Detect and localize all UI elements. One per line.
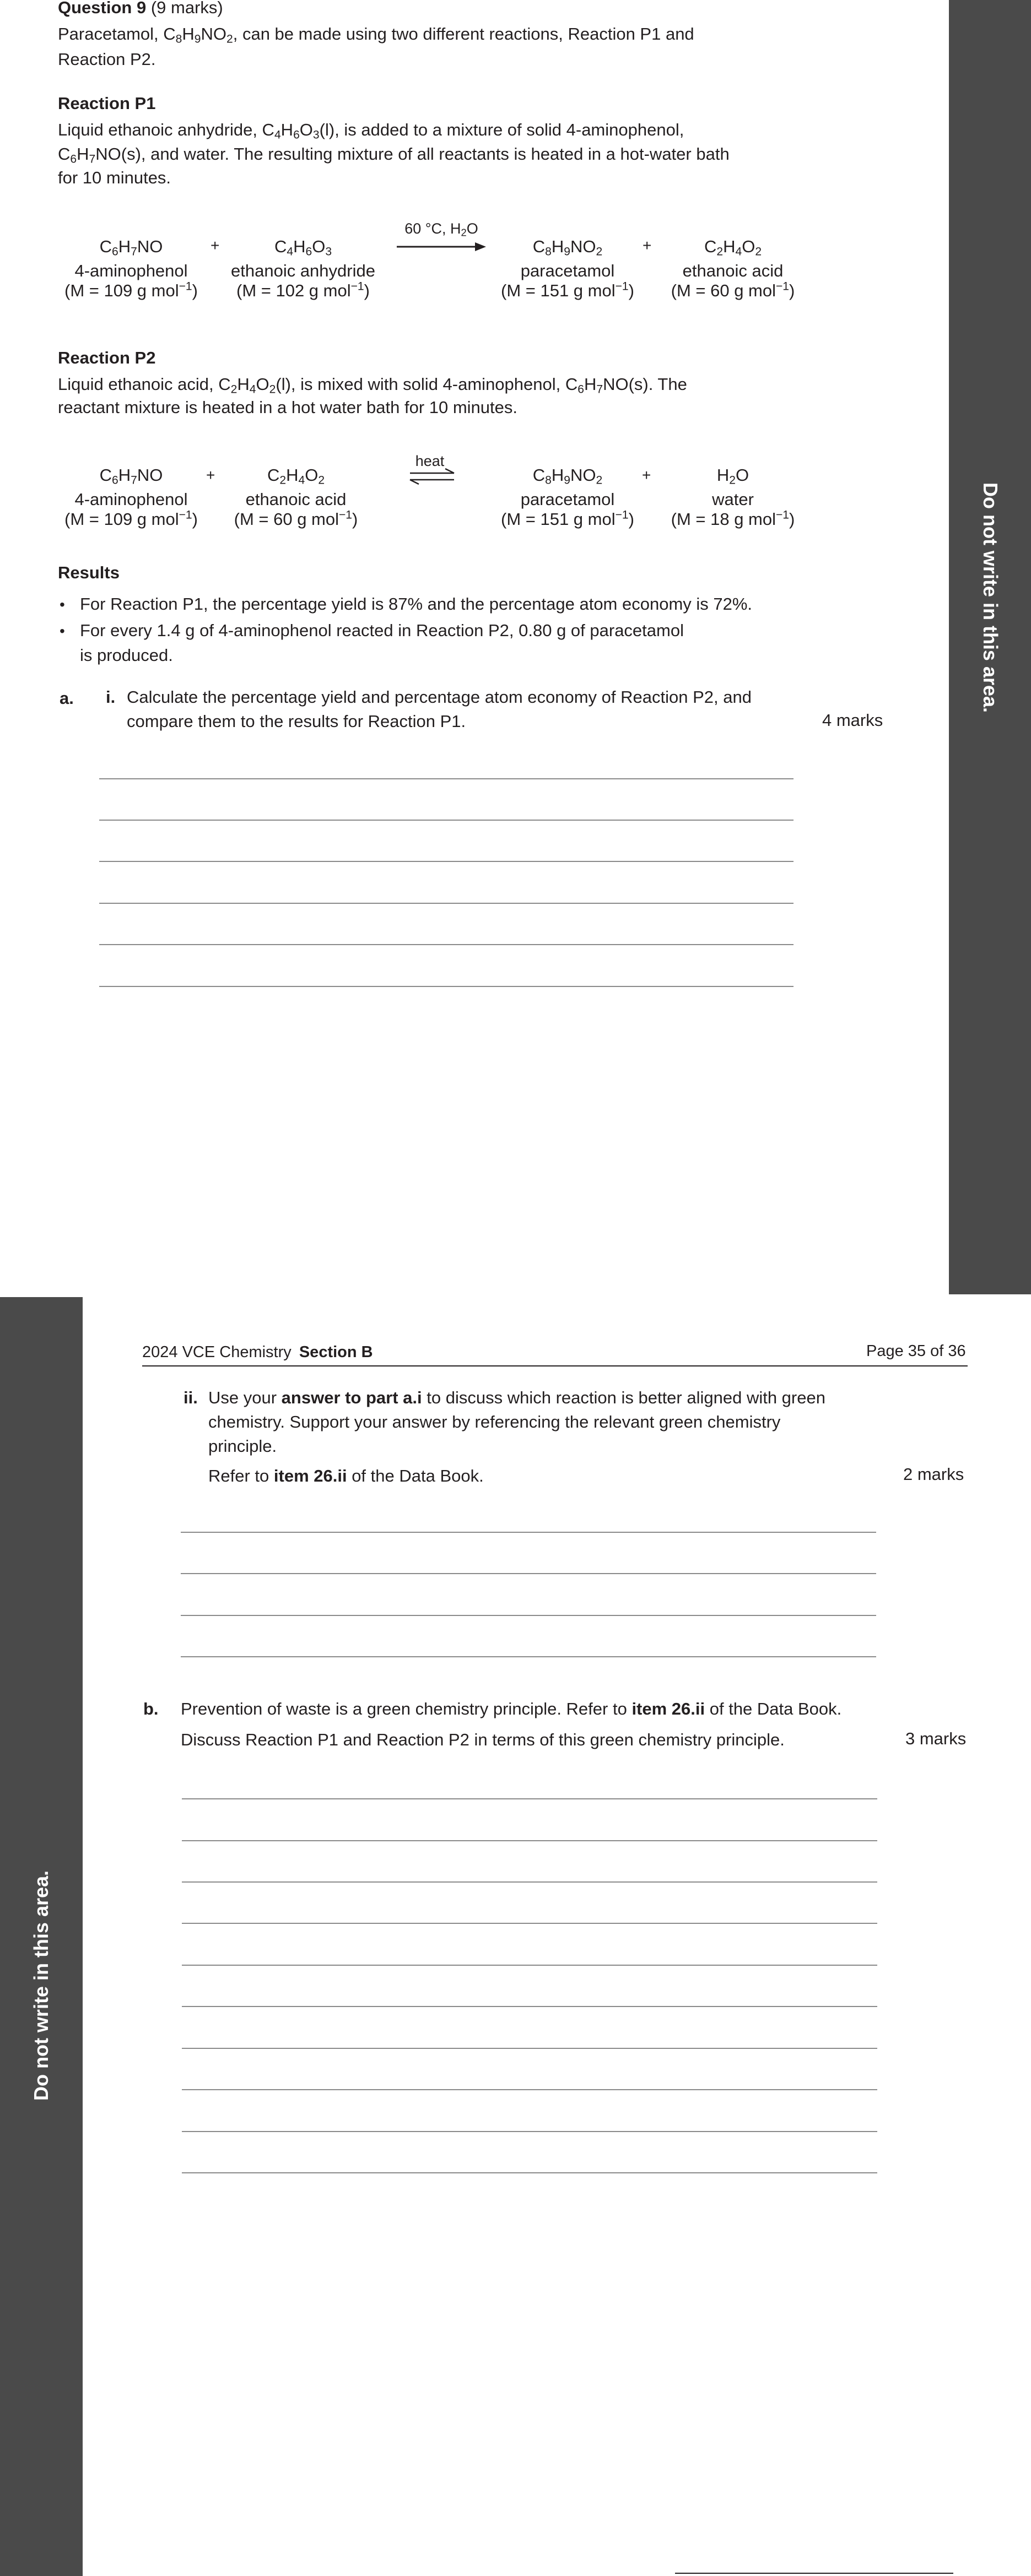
reaction-p1-line-2: $C_6H_7NO(s)$, and water. The resulting mixture of all reactants is heated in a hot-water bath <box>58 144 730 166</box>
part-a-i-marks: 4 marks <box>822 711 883 730</box>
part-a-ii-line-1-a: Use your <box>208 1388 282 1407</box>
p1-species-1 <box>60 237 203 301</box>
reaction-p1-line-1: Liquid ethanoic anhydride, $C_4H_6O_3(l)$, is added to a mixture of solid 4-aminophenol, <box>58 120 684 142</box>
answer-line[interactable] <box>181 1573 876 1574</box>
part-b-line-2: Discuss Reaction P1 and Reaction P2 in terms of this green chemistry principle. <box>181 1730 785 1749</box>
p1-molar-mass-3: (M = 151 g mol$^{-1}$) <box>501 280 634 300</box>
p2-species-1 <box>54 465 208 529</box>
p2-plus-2: + <box>642 467 651 484</box>
p1-plus-1: + <box>210 237 220 254</box>
question-heading: Question 9 <box>58 0 147 17</box>
p1-name-2: ethanoic anhydride <box>231 261 375 280</box>
p2-formula-1: $C_6H_7NO$ <box>99 465 163 487</box>
part-a-ii-ref-b: item 26.ii <box>273 1466 347 1485</box>
intro-line-2: Reaction P2. <box>58 50 156 69</box>
question-heading-line <box>58 0 223 19</box>
reaction-p2-heading: Reaction P2 <box>58 348 156 367</box>
part-a-i-label: i. <box>106 687 116 707</box>
p2-formula-4: $H_2O$ <box>716 465 749 487</box>
header-exam-title: 2024 VCE Chemistry <box>142 1343 292 1361</box>
results-bullet-2-line-2: is produced. <box>80 646 173 665</box>
reaction-p2-line-1: Liquid ethanoic acid, $C_2H_4O_2(l)$, is mixed with solid 4-aminophenol, $C_6H_7NO(s)$. The <box>58 375 687 396</box>
part-a-ii-ref-c: of the Data Book. <box>347 1466 484 1485</box>
p2-molar-mass-1: (M = 109 g mol$^{-1}$) <box>64 508 198 529</box>
p2-name-4: water <box>712 490 754 509</box>
p2-species-4 <box>661 465 805 529</box>
answer-line[interactable] <box>182 2006 877 2007</box>
part-b-marks: 3 marks <box>905 1729 967 1748</box>
part-a-i-line-1: Calculate the percentage yield and percentage atom economy of Reaction P2, and <box>127 687 752 707</box>
p1-species-2 <box>220 237 386 301</box>
no-write-sidebar-left <box>0 1297 83 2576</box>
answer-line[interactable] <box>182 2131 877 2132</box>
part-a-ii-line-3: principle. <box>208 1436 277 1456</box>
p1-name-1: 4-aminophenol <box>74 261 188 280</box>
p1-name-4: ethanoic acid <box>682 261 784 280</box>
no-write-label-left: Do not write in this area. <box>30 1870 52 2101</box>
page-number: Page 35 of 36 <box>866 1342 966 1360</box>
p2-name-1: 4-aminophenol <box>74 490 188 509</box>
p1-formula-2: $C_4H_6O_3$ <box>274 237 332 258</box>
answer-line[interactable] <box>99 903 794 904</box>
part-a-label: a. <box>60 688 74 708</box>
page-header-left <box>142 1342 373 1362</box>
reaction-p2-line-2: reactant mixture is heated in a hot water bath for 10 minutes. <box>58 398 518 417</box>
answer-line[interactable] <box>182 2048 877 2049</box>
answer-line[interactable] <box>181 1656 876 1657</box>
results-heading: Results <box>58 563 120 582</box>
p1-formula-1: $C_6H_7NO$ <box>99 237 163 258</box>
p1-plus-2: + <box>643 237 652 254</box>
part-a-ii-reference <box>208 1465 484 1487</box>
answer-line[interactable] <box>182 2089 877 2090</box>
part-b-line-1-b: item 26.ii <box>631 1699 705 1718</box>
part-a-ii-line-1 <box>208 1387 825 1409</box>
p2-plus-1: + <box>206 467 215 484</box>
p2-formula-3: $C_8H_9NO_2$ <box>532 465 603 487</box>
header-section: Section B <box>299 1343 373 1361</box>
p2-condition: heat <box>415 453 445 469</box>
header-rule <box>142 1365 968 1366</box>
p2-name-2: ethanoic acid <box>245 490 347 509</box>
part-b-line-1-c: of the Data Book. <box>705 1699 842 1718</box>
part-a-ii-line-2: chemistry. Support your answer by referencing the relevant green chemistry <box>208 1412 781 1431</box>
results-bullet-2-line-1: For every 1.4 g of 4-aminophenol reacted in Reaction P2, 0.80 g of paracetamol <box>80 621 684 640</box>
p1-molar-mass-1: (M = 109 g mol$^{-1}$) <box>64 280 198 300</box>
answer-line[interactable] <box>99 778 794 779</box>
reaction-p1-line-3: for 10 minutes. <box>58 168 171 187</box>
bullet-marker-2: • <box>60 622 65 639</box>
p1-formula-4: $C_2H_4O_2$ <box>704 237 762 258</box>
p1-formula-3: $C_8H_9NO_2$ <box>532 237 603 258</box>
part-b-line-1-a: Prevention of waste is a green chemistry principle. Refer to <box>181 1699 632 1718</box>
p2-formula-2: $C_2H_4O_2$ <box>267 465 325 487</box>
part-b-line-1 <box>181 1698 841 1720</box>
p1-condition: 60 °C, $H_2O$ <box>404 220 478 238</box>
part-b-label: b. <box>143 1699 159 1718</box>
p2-species-2 <box>227 465 365 529</box>
answer-line[interactable] <box>182 2172 877 2173</box>
p1-molar-mass-4: (M = 60 g mol$^{-1}$) <box>671 280 795 300</box>
part-a-i-line-2: compare them to the results for Reaction P1. <box>127 712 466 731</box>
p2-name-3: paracetamol <box>520 490 615 509</box>
results-bullet-1: For Reaction P1, the percentage yield is 87% and the percentage atom economy is 72%. <box>80 594 753 614</box>
answer-line[interactable] <box>99 861 794 862</box>
answer-line[interactable] <box>182 1840 877 1841</box>
question-marks: (9 marks) <box>150 0 223 17</box>
part-a-ii-label: ii. <box>183 1388 198 1407</box>
p2-equilibrium-arrow-icon <box>409 468 455 487</box>
answer-line[interactable] <box>99 986 794 987</box>
answer-line[interactable] <box>181 1532 876 1533</box>
no-write-sidebar-right <box>949 0 1031 1294</box>
no-write-label-right: Do not write in this area. <box>979 482 1002 713</box>
answer-line[interactable] <box>182 1923 877 1924</box>
answer-line[interactable] <box>182 1965 877 1966</box>
p1-species-4 <box>661 237 805 301</box>
p1-species-3 <box>490 237 645 301</box>
intro-line-1: Paracetamol, $C_8H_9NO_2$, can be made using two different reactions, Reaction P1 and <box>58 24 694 46</box>
p2-molar-mass-4: (M = 18 g mol$^{-1}$) <box>671 508 795 529</box>
p1-forward-arrow-icon <box>397 241 486 256</box>
p2-molar-mass-2: (M = 60 g mol$^{-1}$) <box>234 508 358 529</box>
p1-name-3: paracetamol <box>520 261 615 280</box>
answer-line[interactable] <box>99 944 794 945</box>
p2-molar-mass-3: (M = 151 g mol$^{-1}$) <box>501 508 634 529</box>
part-a-ii-line-1-c: to discuss which reaction is better aligned with green <box>422 1388 825 1407</box>
answer-line[interactable] <box>181 1615 876 1616</box>
answer-line[interactable] <box>182 1798 877 1799</box>
reaction-p1-heading: Reaction P1 <box>58 94 156 113</box>
answer-line[interactable] <box>99 820 794 821</box>
p2-species-3 <box>490 465 645 529</box>
p1-molar-mass-2: (M = 102 g mol$^{-1}$) <box>236 280 370 300</box>
footer-rule <box>675 2573 953 2574</box>
answer-line[interactable] <box>182 1881 877 1883</box>
bullet-marker-1: • <box>60 596 65 613</box>
part-a-ii-ref-a: Refer to <box>208 1466 274 1485</box>
part-a-ii-line-1-b: answer to part a.i <box>281 1388 422 1407</box>
part-a-ii-marks: 2 marks <box>903 1465 964 1484</box>
